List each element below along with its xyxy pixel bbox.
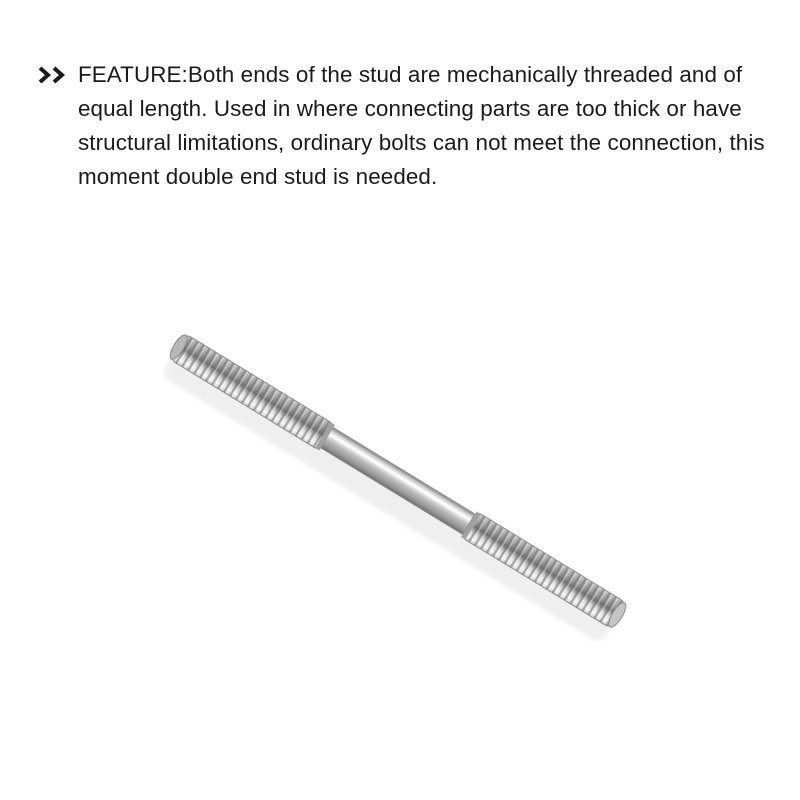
feature-body: Both ends of the stud are mechanically threaded and of equal length. Used in where connecting parts are too thick or have structural limitations, ordinary bolts can not meet the connection, this moment double end stud is needed. [78, 62, 765, 189]
feature-label: FEATURE: [78, 62, 188, 87]
